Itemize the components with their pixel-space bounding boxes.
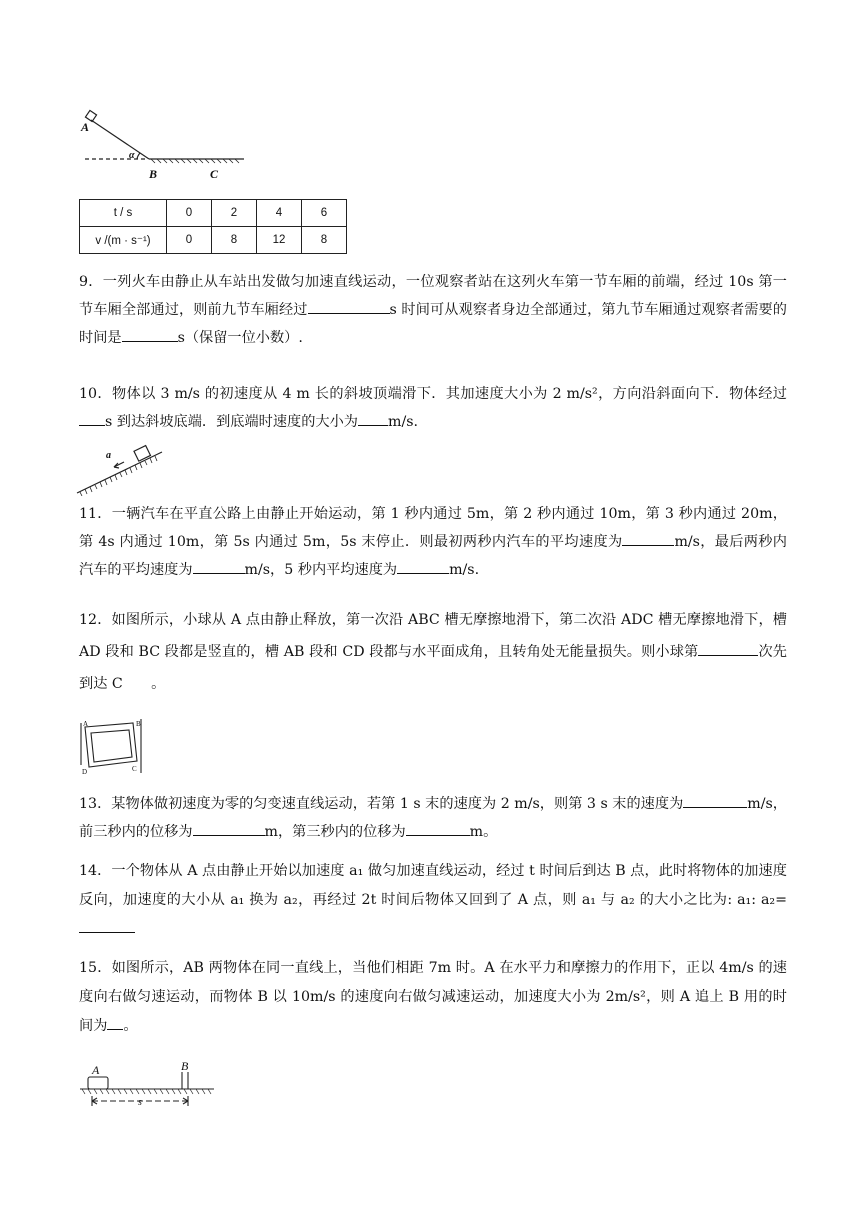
velocity-time-table xyxy=(79,199,347,254)
q9-text: 9．一列火车由静止从车站出发做匀加速直线运动，一位观察者站在这列火车第一节车厢的前端，经过 10s 第一节车厢全部通过，则前九节车厢经过 xyxy=(79,274,787,318)
groove-figure xyxy=(79,717,145,775)
label-s: s xyxy=(138,1097,142,1108)
object-A xyxy=(88,1077,108,1089)
q13-text: m。 xyxy=(469,824,498,840)
inner-groove xyxy=(91,730,132,762)
answer-blank[interactable] xyxy=(79,409,105,426)
table-row xyxy=(80,227,347,254)
answer-blank[interactable] xyxy=(698,639,758,656)
q15-text: 。 xyxy=(123,1018,138,1034)
question-14 xyxy=(79,857,787,944)
answer-blank[interactable] xyxy=(107,1013,123,1030)
q10-text: 10．物体以 3 m/s 的初速度从 4 m 长的斜坡顶端滑下．其加速度大小为 2 m/s²，方向沿斜面向下．物体经过 xyxy=(79,386,787,402)
table-cell: 8 xyxy=(302,227,347,254)
q15-text: 15．如图所示，AB 两物体在同一直线上，当他们相距 7m 时。A 在水平力和摩擦力的作用下，正以 4m/s 的速度向右做匀速运动，而物体 B 以 10m/s 的速度向右做匀减速运动，加速度大小为 2m/s²，则 A 追上 B 用的时间为 xyxy=(79,960,787,1034)
ab-objects-figure xyxy=(76,1058,222,1108)
answer-blank[interactable] xyxy=(622,529,674,546)
question-11 xyxy=(79,500,787,584)
answer-blank[interactable] xyxy=(683,791,747,808)
table-cell: 4 xyxy=(257,200,302,227)
table-cell: 6 xyxy=(302,200,347,227)
answer-blank[interactable] xyxy=(397,557,449,574)
label-D: D xyxy=(82,768,88,775)
label-A: A xyxy=(83,720,89,728)
label-a: a xyxy=(106,450,111,461)
answer-blank[interactable] xyxy=(193,819,265,836)
table-cell: 0 xyxy=(167,227,212,254)
q13-text: 13．某物体做初速度为零的匀变速直线运动，若第 1 s 末的速度为 2 m/s，则第 3 s 末的速度为 xyxy=(79,796,684,812)
label-C: C xyxy=(132,765,137,773)
incline-line xyxy=(91,120,149,159)
table-row xyxy=(80,200,347,227)
answer-blank[interactable] xyxy=(358,409,388,426)
question-10 xyxy=(79,380,787,436)
table-cell: v /(m · s⁻¹) xyxy=(80,227,167,254)
label-A: A xyxy=(81,120,90,134)
table-cell: 8 xyxy=(212,227,257,254)
q9-text: s 时间可从观察者身边全部通过，第九节车厢通过观察者需要的时间是 xyxy=(79,302,787,346)
question-15 xyxy=(79,954,787,1041)
q14-text: 14．一个物体从 A 点由静止开始以加速度 a₁ 做匀加速直线运动，经过 t 时间后到达 B 点，此时将物体的加速度反向，加速度的大小从 a₁ 换为 a₂，再经过 2t 时间后物体又回到了 A 点，则 a₁ 与 a₂ 的大小之比为: a₁: a₂= xyxy=(79,863,787,908)
q10-text: m/s. xyxy=(387,414,419,430)
q9-text: s（保留一位小数）. xyxy=(177,330,303,346)
question-12 xyxy=(79,604,787,700)
angle-arc xyxy=(137,153,140,159)
slope-line xyxy=(77,452,162,493)
table-cell: 0 xyxy=(167,200,212,227)
label-B: B xyxy=(181,1059,189,1073)
q10-text: s 到达斜坡底端．到底端时速度的大小为 xyxy=(105,414,358,430)
answer-blank[interactable] xyxy=(122,325,178,342)
answer-blank[interactable] xyxy=(79,916,135,933)
label-B: B xyxy=(136,720,141,728)
table-cell: t / s xyxy=(80,200,167,227)
q12-text: 12．如图所示，小球从 A 点由静止释放，第一次沿 ABC 槽无摩擦地滑下，第二次沿 ADC 槽无摩擦地滑下，槽 AD 段和 BC 段都是竖直的，槽 AB 段和 CD 段都与水平面成角，且转角处无能量损失。则小球第 xyxy=(79,612,787,660)
q13-text: m，第三秒内的位移为 xyxy=(264,824,406,840)
answer-blank[interactable] xyxy=(308,297,390,314)
table-cell: 2 xyxy=(212,200,257,227)
table-cell: 12 xyxy=(257,227,302,254)
incline-figure xyxy=(79,108,259,186)
label-A: A xyxy=(92,1063,100,1077)
q11-text: m/s，最后两秒内汽车的平均速度为 xyxy=(79,534,787,578)
q11-text: m/s. xyxy=(449,562,480,578)
label-B: B xyxy=(149,167,158,181)
q12-text: 次先到达 C 。 xyxy=(79,644,787,692)
q13-text: m/s，前三秒内的位移为 xyxy=(79,796,787,840)
label-alpha: α xyxy=(129,150,135,161)
q11-text: 11．一辆汽车在平直公路上由静止开始运动，第 1 秒内通过 5m，第 2 秒内通过 10m，第 3 秒内通过 20m，第 4s 内通过 10m，第 5s 内通过 5m，5s 末停止．则最初两秒内汽车的平均速度为 xyxy=(79,506,787,550)
label-C: C xyxy=(210,167,219,181)
answer-blank[interactable] xyxy=(193,557,245,574)
answer-blank[interactable] xyxy=(406,819,470,836)
q11-text: m/s，5 秒内平均速度为 xyxy=(244,562,398,578)
question-9 xyxy=(79,268,787,352)
question-13 xyxy=(79,790,787,846)
slope-figure xyxy=(74,440,170,496)
